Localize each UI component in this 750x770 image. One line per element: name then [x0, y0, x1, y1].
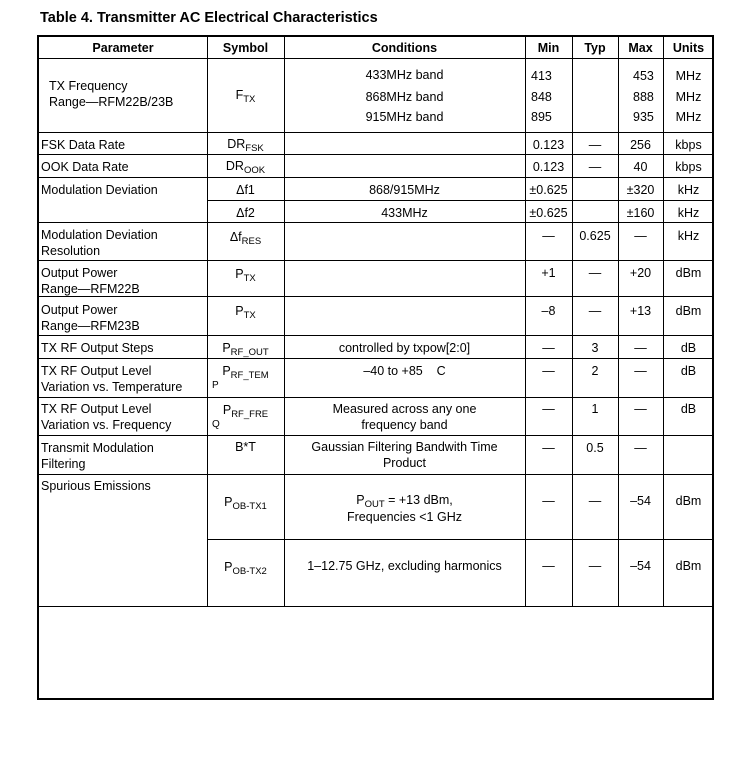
symbol-dfres: $\Delta f_{RES}$ — [229, 230, 262, 247]
cond-433: 433MHz band — [365, 68, 444, 82]
unit-p22: dBm — [675, 266, 702, 280]
symbol-prf-tem-suffix: P — [212, 380, 219, 391]
param-output-power-22b: Output Power — [41, 266, 118, 280]
cond-pout: $P_{OUT} = +13$ dBm, — [356, 493, 453, 510]
param-output-steps: TX RF Output Steps — [41, 341, 154, 355]
min-df2: ±0.625 — [529, 206, 568, 220]
max-bt: — — [634, 441, 647, 455]
header-conditions: Conditions — [371, 41, 438, 55]
symbol-pob-tx2: $P_{OB-TX2}$ — [224, 560, 267, 577]
param-tx-frequency-range: Range—RFM22B/23B — [49, 95, 174, 109]
typ-p23: — — [588, 304, 602, 318]
row-divider — [207, 200, 712, 201]
col-divider — [572, 37, 573, 607]
unit-res: kHz — [677, 229, 700, 243]
param-mod-filtering-2: Filtering — [41, 457, 86, 471]
param-mod-resolution: Modulation Deviation — [41, 228, 158, 242]
row-divider — [39, 296, 712, 297]
unit-p23: dBm — [675, 304, 702, 318]
row-divider — [39, 154, 712, 155]
typ-res: 0.625 — [579, 229, 611, 243]
cond-gaussian-1: Gaussian Filtering Bandwith Time — [311, 440, 498, 454]
row-divider — [207, 539, 712, 540]
cond-freq-band-1: Measured across any one — [332, 402, 477, 416]
unit-temp: dB — [680, 364, 697, 378]
min-freqvar: — — [542, 402, 555, 416]
typ-steps: 3 — [591, 341, 599, 355]
cond-868-915: 868/915MHz — [369, 183, 440, 197]
unit-868: MHz — [675, 90, 702, 104]
symbol-ptx: $P_{TX}$ — [235, 304, 256, 321]
typ-spur2: — — [588, 559, 602, 573]
header-symbol: Symbol — [222, 41, 269, 55]
min-868: 848 — [531, 90, 552, 104]
cond-868: 868MHz band — [365, 90, 444, 104]
unit-ook: kbps — [675, 160, 702, 174]
typ-temp: 2 — [591, 364, 599, 378]
min-bt: — — [542, 441, 555, 455]
unit-spur2: dBm — [675, 559, 702, 573]
max-p23: +13 — [629, 304, 652, 318]
param-output-power-22b-range: Range—RFM22B — [41, 282, 140, 296]
min-ook: 0.123 — [532, 160, 565, 174]
typ-p22: — — [588, 266, 602, 280]
header-typ: Typ — [584, 41, 606, 55]
min-433: 413 — [531, 69, 552, 83]
symbol-prf-fre: $P_{RF\_FRE}$ — [222, 403, 269, 420]
row-divider — [39, 606, 712, 607]
typ-bt: 0.5 — [586, 441, 604, 455]
cond-915: 915MHz band — [365, 110, 444, 124]
unit-steps: dB — [680, 341, 697, 355]
param-output-power-23b: Output Power — [41, 303, 118, 317]
row-divider — [39, 335, 712, 336]
typ-fsk: — — [588, 138, 602, 152]
min-steps: — — [542, 341, 555, 355]
param-mod-resolution-2: Resolution — [41, 244, 101, 258]
min-fsk: 0.123 — [532, 138, 565, 152]
min-spur1: — — [542, 494, 555, 508]
cond-freq-band-2: frequency band — [361, 418, 448, 432]
unit-915: MHz — [675, 110, 702, 124]
header-units: Units — [672, 41, 705, 55]
param-mod-filtering: Transmit Modulation — [41, 441, 154, 455]
param-tx-frequency: TX Frequency — [49, 79, 128, 93]
row-divider — [39, 260, 712, 261]
max-ook: 40 — [633, 160, 648, 174]
unit-fsk: kbps — [675, 138, 702, 152]
header-parameter: Parameter — [92, 41, 154, 55]
symbol-prf-out: $P_{RF\_OUT}$ — [222, 341, 269, 358]
param-ook: OOK Data Rate — [41, 160, 129, 174]
param-mod-deviation: Modulation Deviation — [41, 183, 158, 197]
min-res: — — [542, 229, 555, 243]
symbol-drfsk: $DR_{FSK}$ — [227, 137, 264, 154]
cond-harmonics: 1–12.75 GHz, excluding harmonics — [307, 559, 502, 573]
unit-spur1: dBm — [675, 494, 702, 508]
header-min: Min — [537, 41, 560, 55]
max-p22: +20 — [629, 266, 652, 280]
unit-freqvar: dB — [680, 402, 697, 416]
param-var-freq: TX RF Output Level — [41, 402, 152, 416]
col-divider — [525, 37, 526, 607]
param-output-power-23b-range: Range—RFM23B — [41, 319, 140, 333]
cond-433mhz: 433MHz — [381, 206, 428, 220]
max-df1: ±320 — [626, 183, 655, 197]
table-title: Table 4. Transmitter AC Electrical Characteristics — [40, 10, 378, 26]
max-915: 935 — [633, 110, 654, 124]
param-var-freq-2: Variation vs. Frequency — [41, 418, 172, 432]
min-p22: +1 — [541, 266, 556, 280]
param-spurious: Spurious Emissions — [41, 479, 151, 493]
typ-spur1: — — [588, 494, 602, 508]
cond-temp-range: –40 to +85 C — [363, 364, 446, 378]
cond-freq-lt-1ghz: Frequencies <1 GHz — [347, 510, 462, 524]
row-divider — [39, 132, 712, 133]
symbol-drook: $DR_{OOK}$ — [225, 159, 266, 176]
max-fsk: 256 — [630, 138, 651, 152]
max-df2: ±160 — [626, 206, 655, 220]
row-divider — [39, 397, 712, 398]
max-res: — — [634, 229, 647, 243]
symbol-bt: B*T — [235, 440, 256, 454]
typ-freqvar: 1 — [591, 402, 599, 416]
min-df1: ±0.625 — [529, 183, 568, 197]
cond-gaussian-2: Product — [382, 456, 427, 470]
row-divider — [39, 177, 712, 178]
typ-ook: — — [588, 160, 602, 174]
min-temp: — — [542, 364, 555, 378]
symbol-df1: Δf1 — [236, 183, 255, 197]
row-divider — [39, 474, 712, 475]
symbol-df2: Δf2 — [236, 206, 255, 220]
max-temp: — — [634, 364, 647, 378]
min-spur2: — — [542, 559, 555, 573]
symbol-prf-tem: $P_{RF\_TEM}$ — [222, 364, 269, 381]
row-divider — [39, 58, 712, 59]
max-freqvar: — — [634, 402, 647, 416]
symbol-prf-fre-suffix: Q — [212, 419, 220, 430]
param-var-temp-2: Variation vs. Temperature — [41, 380, 183, 394]
symbol-ptx: $P_{TX}$ — [235, 267, 256, 284]
characteristics-table — [37, 35, 714, 700]
unit-433: MHz — [675, 69, 702, 83]
symbol-pob-tx1: $P_{OB-TX1}$ — [224, 495, 267, 512]
param-fsk: FSK Data Rate — [41, 138, 126, 152]
max-spur2: –54 — [630, 559, 651, 573]
row-divider — [39, 435, 712, 436]
row-divider — [39, 222, 712, 223]
max-spur1: –54 — [630, 494, 651, 508]
max-868: 888 — [633, 90, 654, 104]
col-divider — [207, 37, 208, 607]
min-915: 895 — [531, 110, 552, 124]
header-max: Max — [628, 41, 653, 55]
row-divider — [39, 358, 712, 359]
param-var-temp: TX RF Output Level — [41, 364, 152, 378]
col-divider — [618, 37, 619, 607]
symbol-ftx: $F_{TX}$ — [235, 88, 256, 105]
max-steps: — — [634, 341, 647, 355]
min-p23: –8 — [541, 304, 556, 318]
max-433: 453 — [633, 69, 654, 83]
unit-df1: kHz — [677, 183, 700, 197]
cond-txpow: controlled by txpow[2:0] — [338, 341, 471, 355]
unit-df2: kHz — [677, 206, 700, 220]
